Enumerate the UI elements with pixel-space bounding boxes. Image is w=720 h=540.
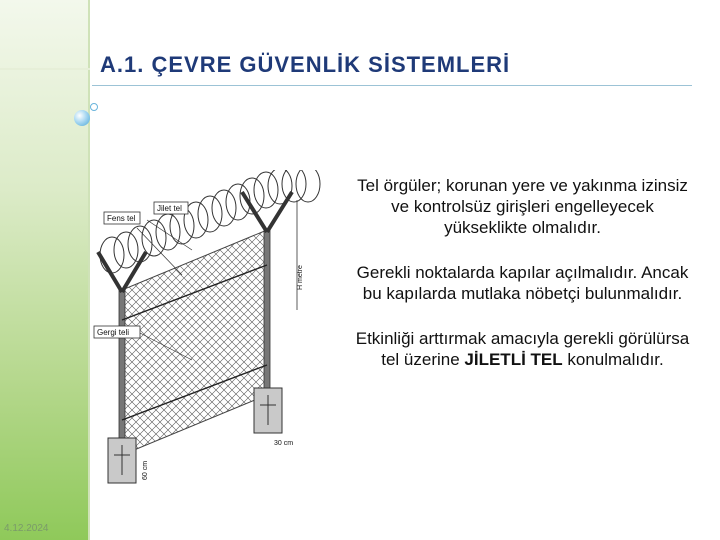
label-base-depth: 60 cm (142, 460, 149, 480)
slide-title: A.1. ÇEVRE GÜVENLİK SİSTEMLERİ (100, 52, 511, 77)
label-razor-wire: Jilet tel (157, 204, 182, 213)
paragraph-razor-wire-start: Etkinliği arttırmak amacıyla gerekli görülürsa tel üzerine (355, 329, 690, 369)
leader-fence (137, 228, 182, 275)
decorative-bubble-small (90, 103, 98, 111)
title-divider (92, 85, 692, 86)
decorative-side-band (0, 0, 90, 540)
fence-mesh (122, 230, 267, 455)
paragraph-razor-wire (350, 328, 695, 370)
paragraph-gates: Gerekli noktalarda kapılar açılmalıdır. Ancak bu kapılarda mutlaka nöbetçi bulunmalıdır. (356, 263, 689, 303)
label-base-width: 30 cm (274, 440, 294, 447)
paragraph-fence-height: Tel örgüler; korunan yere ve yakınma izinsiz ve kontrolsüz girişleri engelleyecek yükseklikte olmalıdır. (357, 176, 688, 237)
decorative-bubble-large (74, 110, 90, 126)
label-fence-wire: Fens tel (107, 214, 136, 223)
decorative-side-line (0, 68, 90, 70)
paragraph-razor-wire-emphasis: JİLETLİ TEL (464, 350, 563, 369)
label-tension-wire: Gergi teli (97, 328, 130, 337)
label-post-height: H metre (297, 265, 304, 290)
fence-illustration (92, 170, 327, 500)
body-text-column (350, 175, 695, 394)
slide-date: 4.12.2024 (4, 523, 49, 534)
paragraph-razor-wire-end: konulmalıdır. (562, 350, 664, 369)
